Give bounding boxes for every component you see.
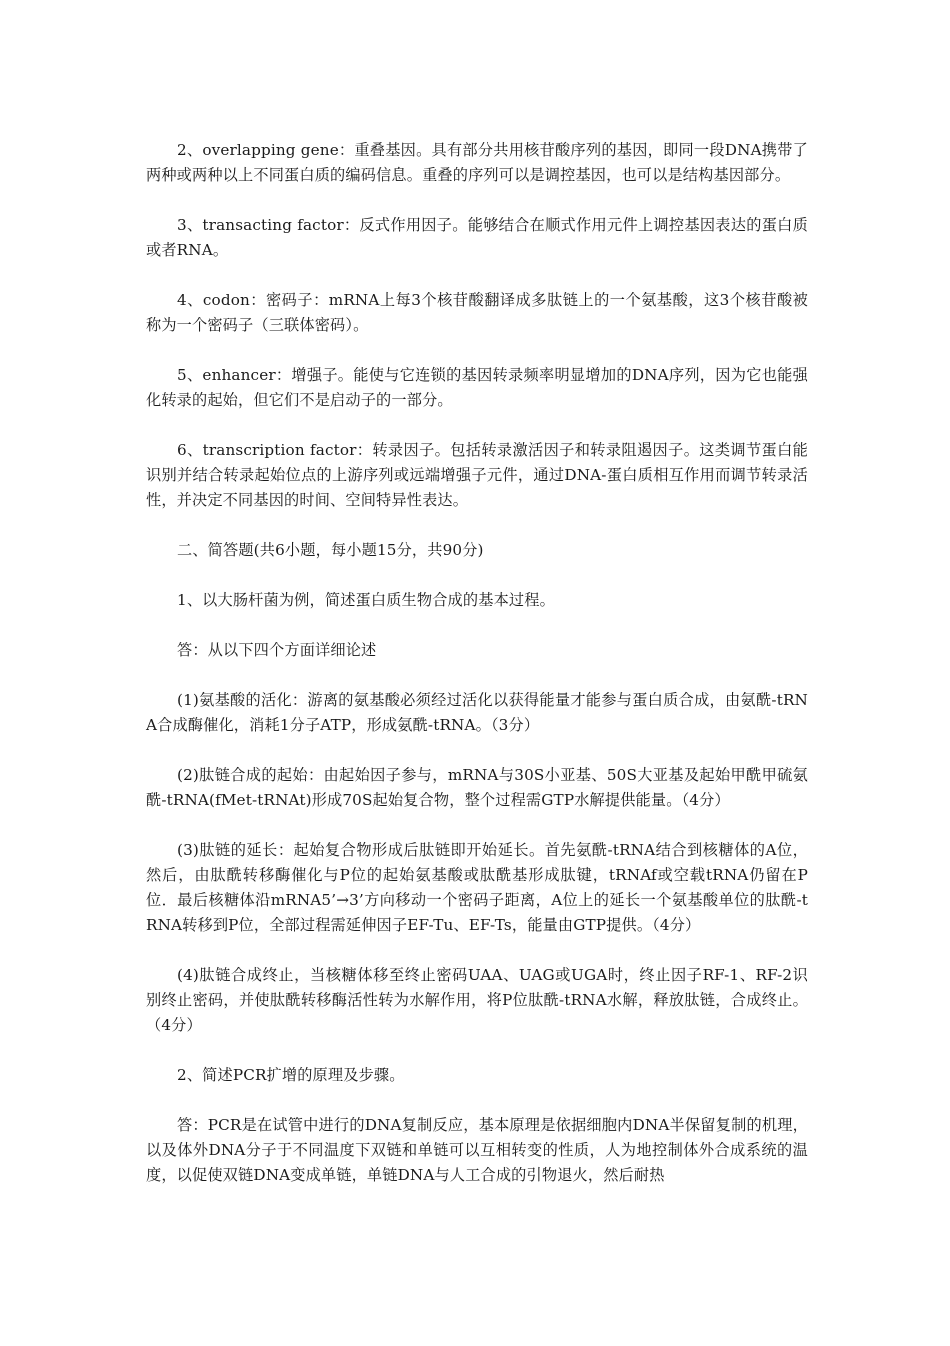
question-2: 2、简述PCR扩增的原理及步骤。 [177,1066,405,1084]
paragraph-transacting-factor: 3、transacting factor：反式作用因子。能够结合在顺式作用元件上调控基因表达的蛋白质或者RNA。 [146,216,808,259]
paragraph-codon: 4、codon：密码子：mRNA上每3个核苷酸翻译成多肽链上的一个氨基酸，这3个核苷酸被称为一个密码子（三联体密码）。 [146,291,808,334]
answer-1-step-2: (2)肽链合成的起始：由起始因子参与，mRNA与30S小亚基、50S大亚基及起始甲酰甲硫氨酰-tRNA(fMet-tRNAt)形成70S起始复合物，整个过程需GTP水解提供能量。（4分） [146,766,808,809]
paragraph-enhancer: 5、enhancer：增强子。能使与它连锁的基因转录频率明显增加的DNA序列，因为它也能强化转录的起始，但它们不是启动子的一部分。 [146,366,808,409]
answer-1-intro: 答：从以下四个方面详细论述 [177,641,377,659]
question-1: 1、以大肠杆菌为例，简述蛋白质生物合成的基本过程。 [177,591,555,609]
section-heading-short-answer: 二、简答题(共6小题，每小题15分，共90分) [177,541,484,559]
answer-2: 答：PCR是在试管中进行的DNA复制反应，基本原理是依据细胞内DNA半保留复制的机理，以及体外DNA分子于不同温度下双链和单链可以互相转变的性质，人为地控制体外合成系统的温度，以促使双链DNA变成单链，单链DNA与人工合成的引物退火，然后耐热 [146,1116,808,1184]
answer-1-step-3: (3)肽链的延长：起始复合物形成后肽链即开始延长。首先氨酰-tRNA结合到核糖体的A位，然后，由肽酰转移酶催化与P位的起始氨基酸或肽酰基形成肽键，tRNAf或空载tRNA仍留在P位．最后核糖体沿mRNA5’→3’方向移动一个密码子距离，A位上的延长一个氨基酸单位的肽酰-tRNA转移到P位，全部过程需延伸因子EF-Tu、EF-Ts，能量由GTP提供。（4分） [146,841,808,934]
document-page [146,138,808,1213]
answer-1-step-4: (4)肽链合成终止，当核糖体移至终止密码UAA、UAG或UGA时，终止因子RF-1、RF-2识别终止密码，并使肽酰转移酶活性转为水解作用，将P位肽酰-tRNA水解，释放肽链，合成终止。（4分） [146,966,808,1034]
paragraph-transcription-factor: 6、transcription factor：转录因子。包括转录激活因子和转录阻遏因子。这类调节蛋白能识别并结合转录起始位点的上游序列或远端增强子元件，通过DNA-蛋白质相互作用而调节转录活性，并决定不同基因的时间、空间特异性表达。 [146,441,808,509]
paragraph-overlapping-gene: 2、overlapping gene：重叠基因。具有部分共用核苷酸序列的基因，即同一段DNA携带了两种或两种以上不同蛋白质的编码信息。重叠的序列可以是调控基因，也可以是结构基因部分。 [146,141,808,184]
answer-1-step-1: (1)氨基酸的活化：游离的氨基酸必须经过活化以获得能量才能参与蛋白质合成，由氨酰-tRNA合成酶催化，消耗1分子ATP，形成氨酰-tRNA。（3分） [146,691,808,734]
